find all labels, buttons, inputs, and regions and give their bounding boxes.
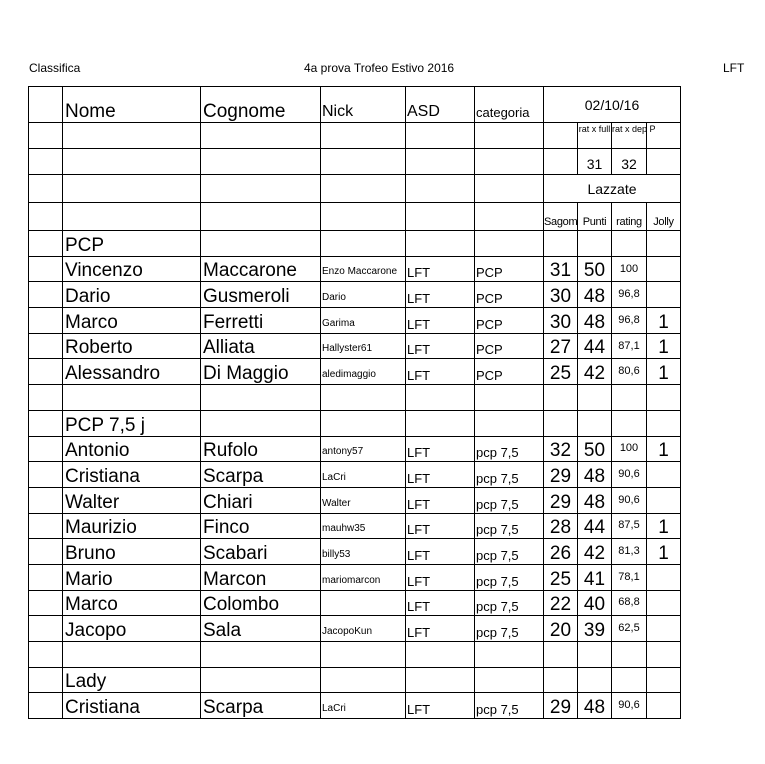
first-name: Bruno — [63, 539, 201, 565]
points-value: 42 — [578, 359, 612, 385]
jolly-value: 1 — [647, 308, 681, 334]
club: LFT — [406, 539, 475, 565]
category: pcp 7,5 — [475, 462, 544, 488]
category: pcp 7,5 — [475, 436, 544, 462]
index-cell — [29, 539, 63, 565]
targets-value: 25 — [544, 359, 578, 385]
rating-value: 96,8 — [612, 308, 647, 334]
rating-value: 78,1 — [612, 564, 647, 590]
col-asd: ASD — [406, 87, 475, 123]
index-cell — [29, 333, 63, 359]
last-name: Ferretti — [201, 308, 321, 334]
targets-value: 22 — [544, 590, 578, 616]
nickname: antony57 — [321, 436, 406, 462]
points-value: 42 — [578, 539, 612, 565]
index-cell — [29, 308, 63, 334]
nickname: Garima — [321, 308, 406, 334]
nickname: mariomarcon — [321, 564, 406, 590]
category: pcp 7,5 — [475, 616, 544, 642]
first-name: Antonio — [63, 436, 201, 462]
section-title: Lady — [63, 667, 201, 693]
table-row — [29, 693, 681, 719]
section-title-row — [29, 667, 681, 693]
first-name: Roberto — [63, 333, 201, 359]
jolly-value — [647, 693, 681, 719]
targets-value: 29 — [544, 487, 578, 513]
jolly-value — [647, 487, 681, 513]
targets-value: 29 — [544, 693, 578, 719]
index-cell — [29, 359, 63, 385]
jolly-value: 1 — [647, 333, 681, 359]
club-label: LFT — [723, 61, 745, 75]
jolly-value — [647, 590, 681, 616]
header-row — [29, 87, 681, 123]
targets-value: 27 — [544, 333, 578, 359]
col-cognome: Cognome — [201, 87, 321, 123]
last-name: Scabari — [201, 539, 321, 565]
event-title: 4a prova Trofeo Estivo 2016 — [304, 61, 455, 75]
targets-value: 31 — [544, 256, 578, 282]
venue-row — [29, 175, 681, 203]
col-sagom: Sagom — [544, 203, 578, 231]
index-cell — [29, 513, 63, 539]
index-cell — [29, 282, 63, 308]
nickname — [321, 590, 406, 616]
col-nick: Nick — [321, 87, 406, 123]
points-value: 39 — [578, 616, 612, 642]
points-value: 50 — [578, 436, 612, 462]
last-name: Finco — [201, 513, 321, 539]
points-value: 48 — [578, 693, 612, 719]
nickname: JacopoKun — [321, 616, 406, 642]
jolly-value — [647, 616, 681, 642]
category: PCP — [475, 256, 544, 282]
club: LFT — [406, 590, 475, 616]
table-row — [29, 308, 681, 334]
last-name: Alliata — [201, 333, 321, 359]
jolly-value: 1 — [647, 539, 681, 565]
first-name: Mario — [63, 564, 201, 590]
rating-value: 68,8 — [612, 590, 647, 616]
table-row — [29, 462, 681, 488]
nickname: Dario — [321, 282, 406, 308]
index-cell — [29, 487, 63, 513]
targets-value: 29 — [544, 462, 578, 488]
rating-value: 87,1 — [612, 333, 647, 359]
rat-dep-label: rat x dep P — [612, 123, 647, 149]
last-name: Marcon — [201, 564, 321, 590]
spacer-row — [29, 385, 681, 411]
points-value: 48 — [578, 282, 612, 308]
club: LFT — [406, 462, 475, 488]
first-name: Jacopo — [63, 616, 201, 642]
section-title: PCP — [63, 231, 201, 257]
points-value: 48 — [578, 462, 612, 488]
nickname: Hallyster61 — [321, 333, 406, 359]
club: LFT — [406, 333, 475, 359]
targets-value: 26 — [544, 539, 578, 565]
last-name: Scarpa — [201, 693, 321, 719]
category: PCP — [475, 333, 544, 359]
event-venue: Lazzate — [544, 175, 681, 203]
last-name: Colombo — [201, 590, 321, 616]
nickname: billy53 — [321, 539, 406, 565]
points-value: 48 — [578, 487, 612, 513]
targets-value: 32 — [544, 436, 578, 462]
points-value: 44 — [578, 513, 612, 539]
index-cell — [29, 616, 63, 642]
last-name: Gusmeroli — [201, 282, 321, 308]
club: LFT — [406, 436, 475, 462]
category: pcp 7,5 — [475, 539, 544, 565]
club: LFT — [406, 564, 475, 590]
col-jolly: Jolly — [647, 203, 681, 231]
index-cell — [29, 87, 63, 123]
jolly-value — [647, 256, 681, 282]
event-date: 02/10/16 — [544, 87, 681, 123]
first-name: Vincenzo — [63, 256, 201, 282]
table-row — [29, 539, 681, 565]
club: LFT — [406, 616, 475, 642]
jolly-value — [647, 462, 681, 488]
category: PCP — [475, 282, 544, 308]
table-row — [29, 564, 681, 590]
nickname: LaCri — [321, 462, 406, 488]
jolly-value — [647, 564, 681, 590]
rat-dep-value: 32 — [612, 149, 647, 175]
nickname: Enzo Maccarone — [321, 256, 406, 282]
club: LFT — [406, 359, 475, 385]
rating-value: 90,6 — [612, 487, 647, 513]
jolly-value — [647, 282, 681, 308]
last-name: Sala — [201, 616, 321, 642]
table-row — [29, 487, 681, 513]
jolly-value: 1 — [647, 359, 681, 385]
last-name: Rufolo — [201, 436, 321, 462]
category: pcp 7,5 — [475, 487, 544, 513]
index-cell — [29, 590, 63, 616]
index-cell — [29, 436, 63, 462]
nickname: Walter — [321, 487, 406, 513]
last-name: Chiari — [201, 487, 321, 513]
rating-label-row — [29, 123, 681, 149]
first-name: Cristiana — [63, 462, 201, 488]
table-row — [29, 616, 681, 642]
points-value: 48 — [578, 308, 612, 334]
first-name: Cristiana — [63, 693, 201, 719]
first-name: Marco — [63, 590, 201, 616]
score-header-row — [29, 203, 681, 231]
targets-value: 25 — [544, 564, 578, 590]
category: pcp 7,5 — [475, 513, 544, 539]
table-row — [29, 513, 681, 539]
rating-value: 81,3 — [612, 539, 647, 565]
last-name: Maccarone — [201, 256, 321, 282]
club: LFT — [406, 487, 475, 513]
rating-value: 80,6 — [612, 359, 647, 385]
section-title-row — [29, 231, 681, 257]
rating-value: 96,8 — [612, 282, 647, 308]
targets-value: 28 — [544, 513, 578, 539]
rating-value: 62,5 — [612, 616, 647, 642]
last-name: Di Maggio — [201, 359, 321, 385]
first-name: Maurizio — [63, 513, 201, 539]
club: LFT — [406, 256, 475, 282]
first-name: Dario — [63, 282, 201, 308]
points-value: 40 — [578, 590, 612, 616]
targets-value: 30 — [544, 308, 578, 334]
col-rating: rating — [612, 203, 647, 231]
targets-value: 20 — [544, 616, 578, 642]
index-cell — [29, 693, 63, 719]
rating-value: 90,6 — [612, 693, 647, 719]
col-punti: Punti — [578, 203, 612, 231]
targets-value: 30 — [544, 282, 578, 308]
rating-value: 87,5 — [612, 513, 647, 539]
rating-value-row — [29, 149, 681, 175]
index-cell — [29, 564, 63, 590]
rating-value: 100 — [612, 256, 647, 282]
col-nome: Nome — [63, 87, 201, 123]
last-name: Scarpa — [201, 462, 321, 488]
index-cell — [29, 462, 63, 488]
rat-full-value: 31 — [578, 149, 612, 175]
nickname: aledimaggio — [321, 359, 406, 385]
category: pcp 7,5 — [475, 564, 544, 590]
table-row — [29, 359, 681, 385]
table-row — [29, 590, 681, 616]
club: LFT — [406, 282, 475, 308]
category: PCP — [475, 308, 544, 334]
table-row — [29, 333, 681, 359]
first-name: Walter — [63, 487, 201, 513]
section-title-row — [29, 410, 681, 436]
points-value: 50 — [578, 256, 612, 282]
spacer-row — [29, 642, 681, 668]
points-value: 41 — [578, 564, 612, 590]
nickname: mauhw35 — [321, 513, 406, 539]
points-value: 44 — [578, 333, 612, 359]
table-row — [29, 436, 681, 462]
first-name: Alessandro — [63, 359, 201, 385]
table-row — [29, 282, 681, 308]
rat-full-label: rat x full — [578, 123, 612, 149]
category: pcp 7,5 — [475, 693, 544, 719]
table-row — [29, 256, 681, 282]
rating-value: 100 — [612, 436, 647, 462]
rating-value: 90,6 — [612, 462, 647, 488]
sheet-title: Classifica — [29, 61, 81, 75]
jolly-value: 1 — [647, 436, 681, 462]
club: LFT — [406, 308, 475, 334]
nickname: LaCri — [321, 693, 406, 719]
first-name: Marco — [63, 308, 201, 334]
ranking-table — [28, 86, 681, 719]
club: LFT — [406, 693, 475, 719]
jolly-value: 1 — [647, 513, 681, 539]
category: pcp 7,5 — [475, 590, 544, 616]
section-title: PCP 7,5 j — [63, 410, 201, 436]
index-cell — [29, 256, 63, 282]
category: PCP — [475, 359, 544, 385]
club: LFT — [406, 513, 475, 539]
col-categoria: categoria — [475, 87, 544, 123]
